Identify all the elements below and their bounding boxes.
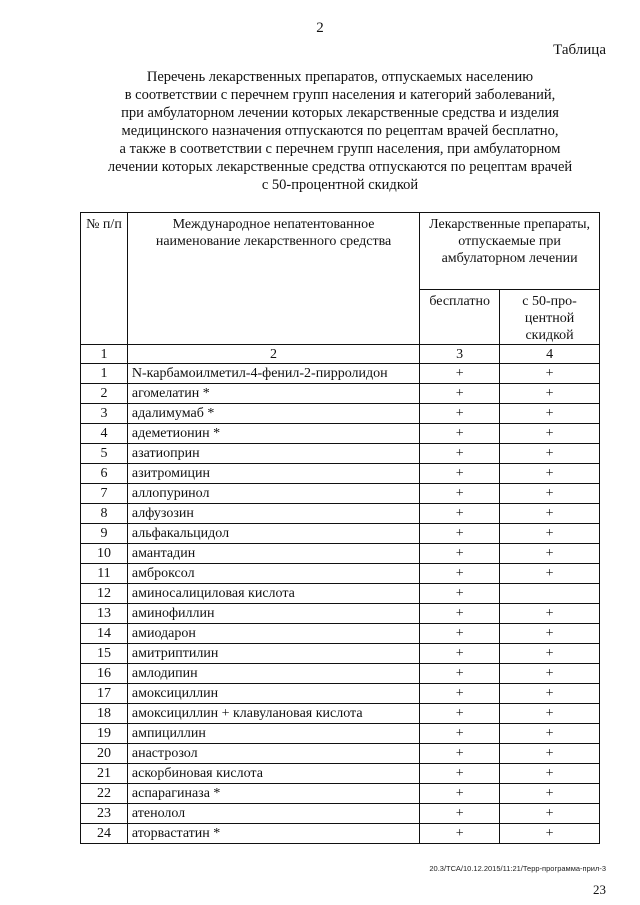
free-mark: + <box>420 524 500 544</box>
discount-mark: + <box>500 824 600 844</box>
column-number: 1 <box>81 345 128 364</box>
drug-name: амоксициллин <box>127 684 419 704</box>
row-number: 2 <box>81 384 128 404</box>
table-row <box>81 364 600 384</box>
table-row <box>81 564 600 584</box>
row-number: 21 <box>81 764 128 784</box>
row-number: 8 <box>81 504 128 524</box>
table-row <box>81 624 600 644</box>
free-mark: + <box>420 664 500 684</box>
title-line: при амбулаторном лечении которых лекарственные средства и изделия <box>121 105 559 121</box>
row-number: 9 <box>81 524 128 544</box>
discount-mark: + <box>500 524 600 544</box>
table-row <box>81 604 600 624</box>
title-line: лечении которых лекарственные средства отпускаются по рецептам врачей <box>107 159 573 175</box>
drug-name: амоксициллин + клавулановая кислота <box>127 704 419 724</box>
free-mark: + <box>420 704 500 724</box>
row-number: 12 <box>81 584 128 604</box>
discount-mark: + <box>500 704 600 724</box>
table-row <box>81 744 600 764</box>
column-number: 2 <box>127 345 419 364</box>
drug-name: амброксол <box>127 564 419 584</box>
free-mark: + <box>420 644 500 664</box>
row-number: 22 <box>81 784 128 804</box>
table-row <box>81 764 600 784</box>
drug-name: N-карбамоилметил-4-фенил-2-пирролидон <box>127 364 419 384</box>
drug-table <box>80 212 600 844</box>
discount-mark: + <box>500 564 600 584</box>
page-number: 2 <box>316 20 324 36</box>
row-number: 16 <box>81 664 128 684</box>
discount-mark: + <box>500 684 600 704</box>
title-line: а также в соответствии с перечнем групп населения, при амбулаторном <box>119 141 561 157</box>
drug-name: аскорбиновая кислота <box>127 764 419 784</box>
table-row <box>81 804 600 824</box>
drug-name: аминофиллин <box>127 604 419 624</box>
free-mark: + <box>420 404 500 424</box>
discount-mark: + <box>500 364 600 384</box>
table-row <box>81 584 600 604</box>
free-mark: + <box>420 824 500 844</box>
table-row <box>81 684 600 704</box>
title-line: Перечень лекарственных препаратов, отпускаемых населению <box>146 69 534 85</box>
header-discount: с 50-про-центной скидкой <box>500 290 600 345</box>
free-mark: + <box>420 384 500 404</box>
table-row <box>81 664 600 684</box>
discount-mark: + <box>500 444 600 464</box>
row-number: 19 <box>81 724 128 744</box>
drug-name: ампициллин <box>127 724 419 744</box>
discount-mark: + <box>500 764 600 784</box>
table-row <box>81 444 600 464</box>
free-mark: + <box>420 444 500 464</box>
table-row <box>81 704 600 724</box>
header-name: Международное непатентованное наименование лекарственного средства <box>127 213 419 345</box>
row-number: 4 <box>81 424 128 444</box>
free-mark: + <box>420 784 500 804</box>
table-row <box>81 544 600 564</box>
row-number: 10 <box>81 544 128 564</box>
table-row <box>81 464 600 484</box>
row-number: 1 <box>81 364 128 384</box>
table-row <box>81 724 600 744</box>
document-title <box>70 68 610 194</box>
free-mark: + <box>420 724 500 744</box>
drug-name: амиодарон <box>127 624 419 644</box>
drug-name: амитриптилин <box>127 644 419 664</box>
discount-mark: + <box>500 404 600 424</box>
title-line: в соответствии с перечнем групп населения и категорий заболеваний, <box>124 87 556 103</box>
table-row <box>81 424 600 444</box>
discount-mark: + <box>500 664 600 684</box>
discount-mark: + <box>500 724 600 744</box>
drug-name: амантадин <box>127 544 419 564</box>
discount-mark: + <box>500 464 600 484</box>
discount-mark <box>500 584 600 604</box>
table-row <box>81 824 600 844</box>
discount-mark: + <box>500 504 600 524</box>
header-group: Лекарственные препараты, отпускаемые при амбулаторном лечении <box>420 213 600 290</box>
row-number: 14 <box>81 624 128 644</box>
discount-mark: + <box>500 604 600 624</box>
table-row <box>81 504 600 524</box>
drug-name: алфузозин <box>127 504 419 524</box>
row-number: 18 <box>81 704 128 724</box>
free-mark: + <box>420 464 500 484</box>
title-line: медицинского назначения отпускаются по рецептам врачей бесплатно, <box>121 123 559 139</box>
row-number: 20 <box>81 744 128 764</box>
drug-name: аминосалициловая кислота <box>127 584 419 604</box>
column-number: 3 <box>420 345 500 364</box>
column-number: 4 <box>500 345 600 364</box>
discount-mark: + <box>500 484 600 504</box>
table-label: Таблица <box>553 42 606 58</box>
free-mark: + <box>420 804 500 824</box>
drug-name: анастрозол <box>127 744 419 764</box>
drug-name: альфакальцидол <box>127 524 419 544</box>
table-row <box>81 404 600 424</box>
drug-name: агомелатин * <box>127 384 419 404</box>
table-row <box>81 524 600 544</box>
free-mark: + <box>420 604 500 624</box>
discount-mark: + <box>500 424 600 444</box>
discount-mark: + <box>500 644 600 664</box>
drug-name: адеметионин * <box>127 424 419 444</box>
discount-mark: + <box>500 624 600 644</box>
discount-mark: + <box>500 544 600 564</box>
free-mark: + <box>420 624 500 644</box>
row-number: 24 <box>81 824 128 844</box>
title-line: с 50-процентной скидкой <box>261 177 419 193</box>
row-number: 15 <box>81 644 128 664</box>
free-mark: + <box>420 744 500 764</box>
drug-name: азитромицин <box>127 464 419 484</box>
free-mark: + <box>420 424 500 444</box>
footer-code: 20.3/ТСА/10.12.2015/11:21/Терр-программа-прил-3 <box>429 864 606 873</box>
free-mark: + <box>420 504 500 524</box>
free-mark: + <box>420 764 500 784</box>
header-num: № п/п <box>81 213 128 345</box>
discount-mark: + <box>500 804 600 824</box>
column-numbers-row <box>81 345 600 364</box>
drug-name: амлодипин <box>127 664 419 684</box>
table-row <box>81 484 600 504</box>
row-number: 6 <box>81 464 128 484</box>
table-row <box>81 644 600 664</box>
header-free: бесплатно <box>420 290 500 345</box>
row-number: 7 <box>81 484 128 504</box>
drug-name: азатиоприн <box>127 444 419 464</box>
free-mark: + <box>420 584 500 604</box>
row-number: 17 <box>81 684 128 704</box>
table-header-row <box>81 213 600 290</box>
table-row <box>81 784 600 804</box>
drug-name: аспарагиназа * <box>127 784 419 804</box>
drug-name: атенолол <box>127 804 419 824</box>
free-mark: + <box>420 484 500 504</box>
discount-mark: + <box>500 744 600 764</box>
footer-page-number: 23 <box>593 882 606 897</box>
table-row <box>81 384 600 404</box>
row-number: 3 <box>81 404 128 424</box>
discount-mark: + <box>500 384 600 404</box>
drug-name: аторвастатин * <box>127 824 419 844</box>
free-mark: + <box>420 544 500 564</box>
row-number: 5 <box>81 444 128 464</box>
row-number: 13 <box>81 604 128 624</box>
row-number: 11 <box>81 564 128 584</box>
free-mark: + <box>420 564 500 584</box>
free-mark: + <box>420 364 500 384</box>
row-number: 23 <box>81 804 128 824</box>
drug-name: аллопуринол <box>127 484 419 504</box>
discount-mark: + <box>500 784 600 804</box>
free-mark: + <box>420 684 500 704</box>
drug-name: адалимумаб * <box>127 404 419 424</box>
